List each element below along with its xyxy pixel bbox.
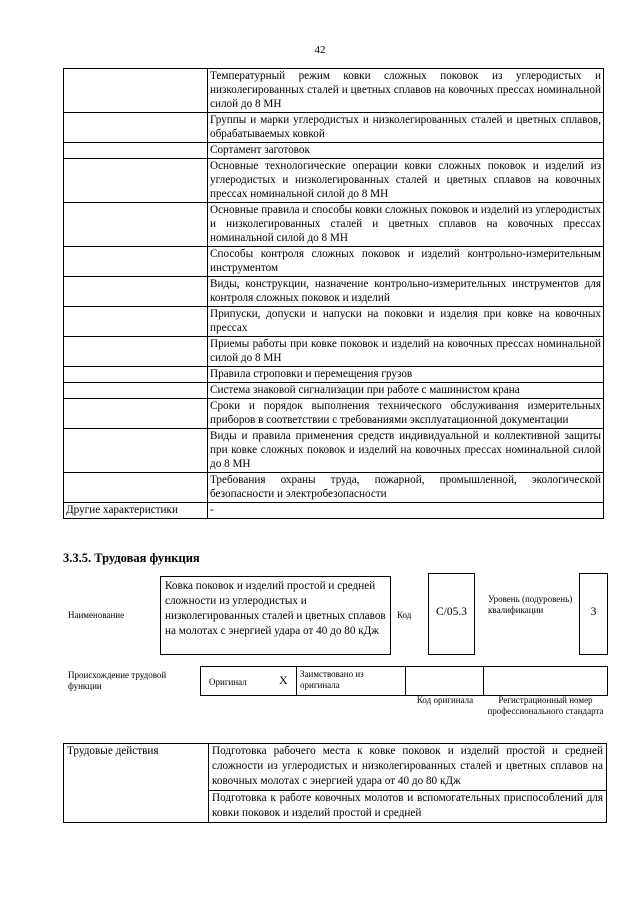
function-name: Ковка поковок и изделий простой и средней сложности из углеродистых и низколегированных сталей и цветных сплавов на молотах с энергией удара от 40 до 80 кДж (165, 580, 386, 637)
table-row (64, 429, 604, 473)
borrowed-box (296, 666, 406, 696)
code-box (428, 573, 475, 655)
row-text: Сроки и порядок выполнения технического обслуживания измерительных приборов в соответствии с требованиями эксплуатационной документации (208, 399, 604, 429)
row-label (64, 69, 208, 113)
table-row (64, 159, 604, 203)
row-text: Основные правила и способы ковки сложных поковок и изделий из углеродистых и низколегированных сталей и цветных сплавов на ковочных прессах номинальной силой до 8 МН (208, 203, 604, 247)
reg-number-box (483, 666, 608, 696)
row-text: Система знаковой сигнализации при работе с машинистом крана (208, 383, 604, 399)
reg-number-caption: Регистрационный номер профессионального стандарта (487, 695, 604, 716)
row-label: Другие характеристики (64, 503, 208, 519)
table-row (64, 473, 604, 503)
level-value: 3 (590, 606, 597, 618)
actions-label: Трудовые действия (64, 744, 209, 823)
table-row (64, 337, 604, 367)
row-label (64, 337, 208, 367)
original-label: Оригинал (209, 677, 247, 687)
table-row (64, 113, 604, 143)
row-label (64, 307, 208, 337)
row-text: Основные технологические операции ковки сложных поковок и изделий из углеродистых и низколегированных сталей и цветных сплавов на ковочных прессах номинальной силой до 8 МН (208, 159, 604, 203)
row-text: Группы и марки углеродистых и низколегированных сталей и цветных сплавов, обрабатываемых ковкой (208, 113, 604, 143)
action-item: Подготовка к работе ковочных молотов и вспомогательных приспособлений для ковки поковок и изделий простой и средней (209, 791, 607, 823)
action-item: Подготовка рабочего места к ковке поковок и изделий простой и средней сложности из углеродистых и низколегированных сталей и цветных сплавов на ковочных молотах с энергией удара от 40 до 80 кДж (209, 744, 607, 791)
table-row (64, 143, 604, 159)
row-text: Температурный режим ковки сложных поковок из углеродистых и низколегированных сталей и цветных сплавов на ковочных прессах номинальной силой до 8 МН (208, 69, 604, 113)
row-label (64, 473, 208, 503)
function-name-box (160, 576, 391, 655)
row-label (64, 399, 208, 429)
row-label (64, 383, 208, 399)
table-row (64, 247, 604, 277)
row-label (64, 113, 208, 143)
table-row (64, 399, 604, 429)
row-label (64, 247, 208, 277)
level-label: Уровень (подуровень) квалификации (488, 594, 573, 615)
row-text: Способы контроля сложных поковок и изделий контрольно-измерительным инструментом (208, 247, 604, 277)
origin-code-caption: Код оригинала (416, 695, 474, 705)
table-row (64, 744, 607, 791)
row-label (64, 277, 208, 307)
original-mark: X (279, 673, 288, 687)
row-label (64, 159, 208, 203)
row-text: Правила строповки и перемещения грузов (208, 367, 604, 383)
row-text: Сортамент заготовок (208, 143, 604, 159)
original-box (200, 666, 297, 696)
row-text: - (208, 503, 604, 519)
table-row (64, 69, 604, 113)
borrowed-label: Заимствовано из оригинала (300, 669, 364, 690)
level-box (579, 573, 608, 655)
name-label: Наименование (68, 610, 125, 620)
function-code: C/05.3 (436, 606, 467, 618)
row-text: Припуски, допуски и напуски на поковки и изделия при ковке на ковочных прессах (208, 307, 604, 337)
origin-code-box (405, 666, 484, 696)
table-row (64, 503, 604, 519)
table-row (64, 383, 604, 399)
row-label (64, 143, 208, 159)
code-label: Код (397, 610, 412, 620)
requirements-table (63, 68, 604, 519)
row-text: Виды, конструкции, назначение контрольно-измерительных инструментов для контроля сложных поковок и изделий (208, 277, 604, 307)
table-row (64, 367, 604, 383)
row-label (64, 429, 208, 473)
actions-table (63, 743, 607, 823)
row-text: Приемы работы при ковке поковок и изделий на ковочных прессах номинальной силой до 8 МН (208, 337, 604, 367)
row-label (64, 203, 208, 247)
table-row (64, 203, 604, 247)
section-heading: 3.3.5. Трудовая функция (63, 551, 200, 565)
table-row (64, 277, 604, 307)
origin-label: Происхождение трудовой функции (68, 670, 167, 691)
table-row (64, 307, 604, 337)
row-text: Виды и правила применения средств индивидуальной и коллективной защиты при ковке сложных поковок и изделий на ковочных прессах номинальной силой до 8 МН (208, 429, 604, 473)
row-text: Требования охраны труда, пожарной, промышленной, экологической безопасности и электробезопасности (208, 473, 604, 503)
page-number: 42 (314, 44, 326, 56)
row-label (64, 367, 208, 383)
